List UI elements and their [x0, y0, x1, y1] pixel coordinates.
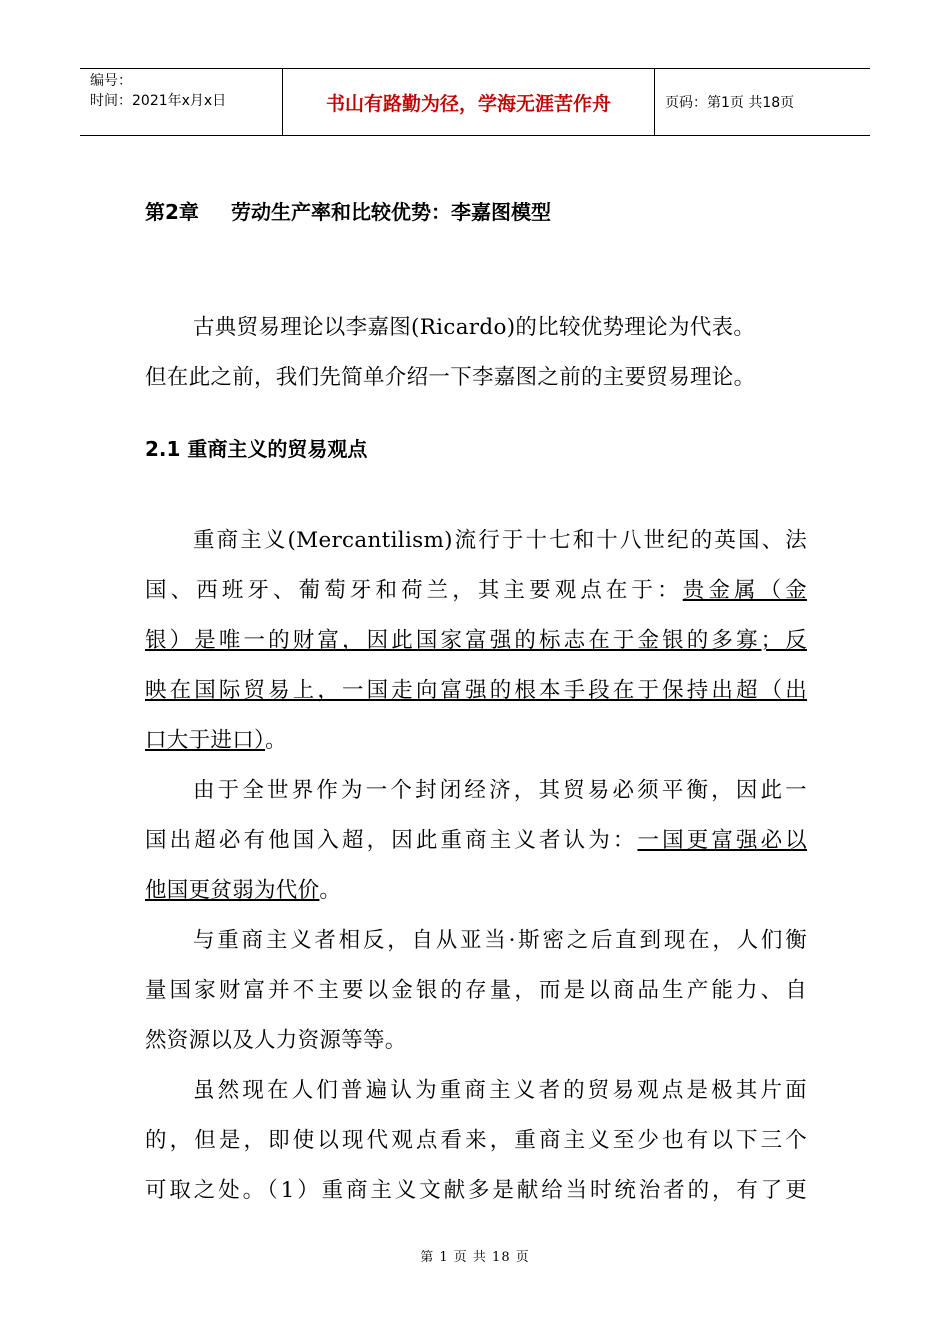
serial-label: 编号： — [90, 73, 132, 89]
text-run: 。 — [319, 878, 342, 903]
underlined-text: 一国更富强必以 — [637, 828, 807, 853]
text-line: 古典贸易理论以李嘉图(Ricardo)的比较优势理论为代表。 — [193, 315, 756, 340]
chapter-heading — [145, 196, 551, 225]
intro-paragraph — [145, 303, 807, 403]
text-run: 国出超必有他国入超，因此重商主义者认为： — [145, 828, 638, 853]
chapter-title: 劳动生产率和比较优势：李嘉图模型 — [231, 200, 551, 224]
text-line: 由于全世界作为一个封闭经济，其贸易必须平衡，因此一 — [193, 778, 807, 803]
text-line: 的，但是，即使以现代观点看来，重商主义至少也有以下三个 — [145, 1128, 807, 1153]
paragraph-mercantilism — [145, 516, 807, 766]
text-line: 可取之处。（1）重商主义文献多是献给当时统治者的，有了更 — [145, 1178, 807, 1203]
text-line: 重商主义(Mercantilism)流行于十七和十八世纪的英国、法 — [193, 528, 807, 553]
time-label: 时间：2021年x月x日 — [90, 93, 227, 109]
text-line — [145, 716, 807, 766]
header-meta — [80, 69, 282, 135]
underlined-text: 贵金属（金 — [682, 578, 807, 603]
text-line: 然资源以及人力资源等等。 — [145, 1028, 407, 1053]
text-line: 虽然现在人们普遍认为重商主义者的贸易观点是极其片面 — [193, 1078, 807, 1103]
page-header — [80, 68, 870, 136]
paragraph-adam-smith — [145, 916, 807, 1066]
text-line — [145, 816, 807, 866]
page-footer: 第 1 页 共 18 页 — [420, 1250, 530, 1265]
chapter-number: 第2章 — [145, 200, 199, 224]
header-motto: 书山有路勤为径，学海无涯苦作舟 — [282, 69, 655, 135]
paragraph-merits — [145, 1066, 807, 1216]
underlined-line: 银）是唯一的财富，因此国家富强的标志在于金银的多寡；反 — [145, 628, 807, 653]
underlined-line: 映在国际贸易上，一国走向富强的根本手段在于保持出超（出 — [145, 678, 807, 703]
underlined-text: 他国更贫弱为代价 — [145, 878, 320, 903]
header-page-info: 页码：第1页 共18页 — [665, 95, 795, 111]
text-line: 与重商主义者相反，自从亚当·斯密之后直到现在，人们衡 — [193, 928, 807, 953]
text-line — [145, 566, 807, 616]
text-line: 量国家财富并不主要以金银的存量，而是以商品生产能力、自 — [145, 978, 807, 1003]
text-run: 。 — [265, 728, 287, 753]
paragraph-closed-economy — [145, 766, 807, 916]
text-run: 国、西班牙、葡萄牙和荷兰，其主要观点在于： — [145, 578, 683, 603]
section-heading: 2.1 重商主义的贸易观点 — [145, 437, 368, 461]
underlined-text: 口大于进口） — [145, 728, 266, 753]
text-line: 但在此之前，我们先简单介绍一下李嘉图之前的主要贸易理论。 — [145, 365, 756, 390]
text-line — [145, 866, 807, 916]
